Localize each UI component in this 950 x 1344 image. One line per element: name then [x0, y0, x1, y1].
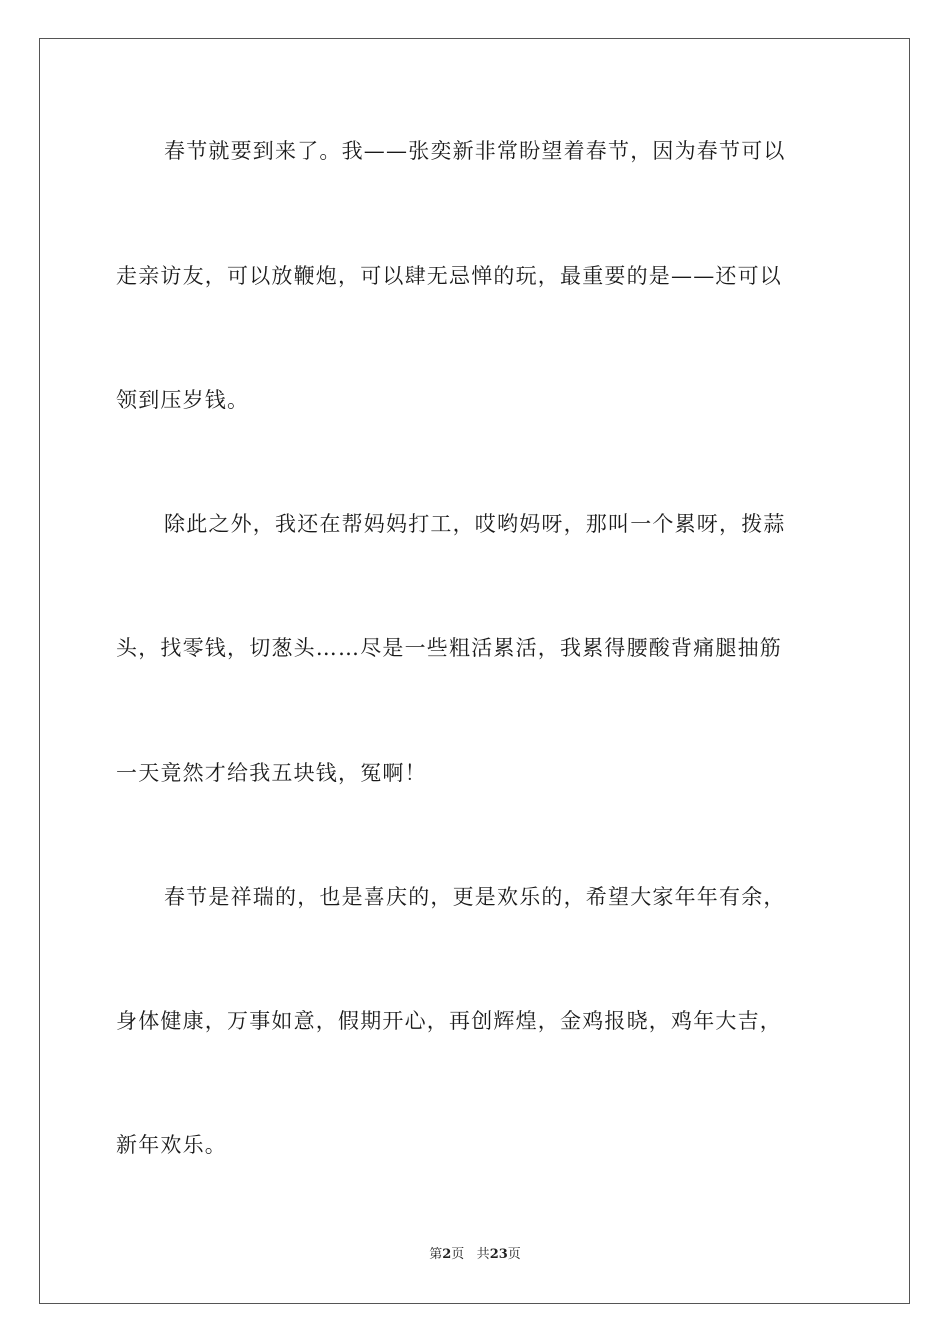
paragraph-1-line-1: 春节就要到来了。我——张奕新非常盼望着春节，因为春节可以: [164, 139, 786, 163]
footer-page-prefix: 第: [429, 1247, 443, 1262]
paragraph-2-line-3: 一天竟然才给我五块钱，冤啊！: [116, 761, 427, 785]
paragraph-3-line-1: 春节是祥瑞的，也是喜庆的，更是欢乐的，希望大家年年有余，: [164, 885, 786, 909]
page-border: [39, 38, 910, 1304]
paragraph-3-line-2: 身体健康，万事如意，假期开心，再创辉煌，金鸡报晓，鸡年大吉，: [116, 1009, 782, 1033]
footer-page-suffix: 页: [451, 1247, 465, 1262]
paragraph-2-line-1: 除此之外，我还在帮妈妈打工，哎哟妈呀，那叫一个累呀，拨蒜: [164, 512, 786, 536]
footer-page-number: 2: [442, 1247, 452, 1262]
page-footer: [0, 1246, 950, 1264]
paragraph-2-line-2: 头，找零钱，切葱头……尽是一些粗活累活，我累得腰酸背痛腿抽筋: [116, 636, 782, 660]
paragraph-3-line-3: 新年欢乐。: [116, 1133, 227, 1157]
paragraph-1-line-2: 走亲访友，可以放鞭炮，可以肆无忌惮的玩，最重要的是——还可以: [116, 264, 782, 288]
footer-total-prefix: 共: [476, 1247, 490, 1262]
paragraph-1-line-3: 领到压岁钱。: [116, 388, 250, 412]
footer-total-suffix: 页: [507, 1247, 521, 1262]
footer-total-pages: 23: [489, 1247, 508, 1262]
